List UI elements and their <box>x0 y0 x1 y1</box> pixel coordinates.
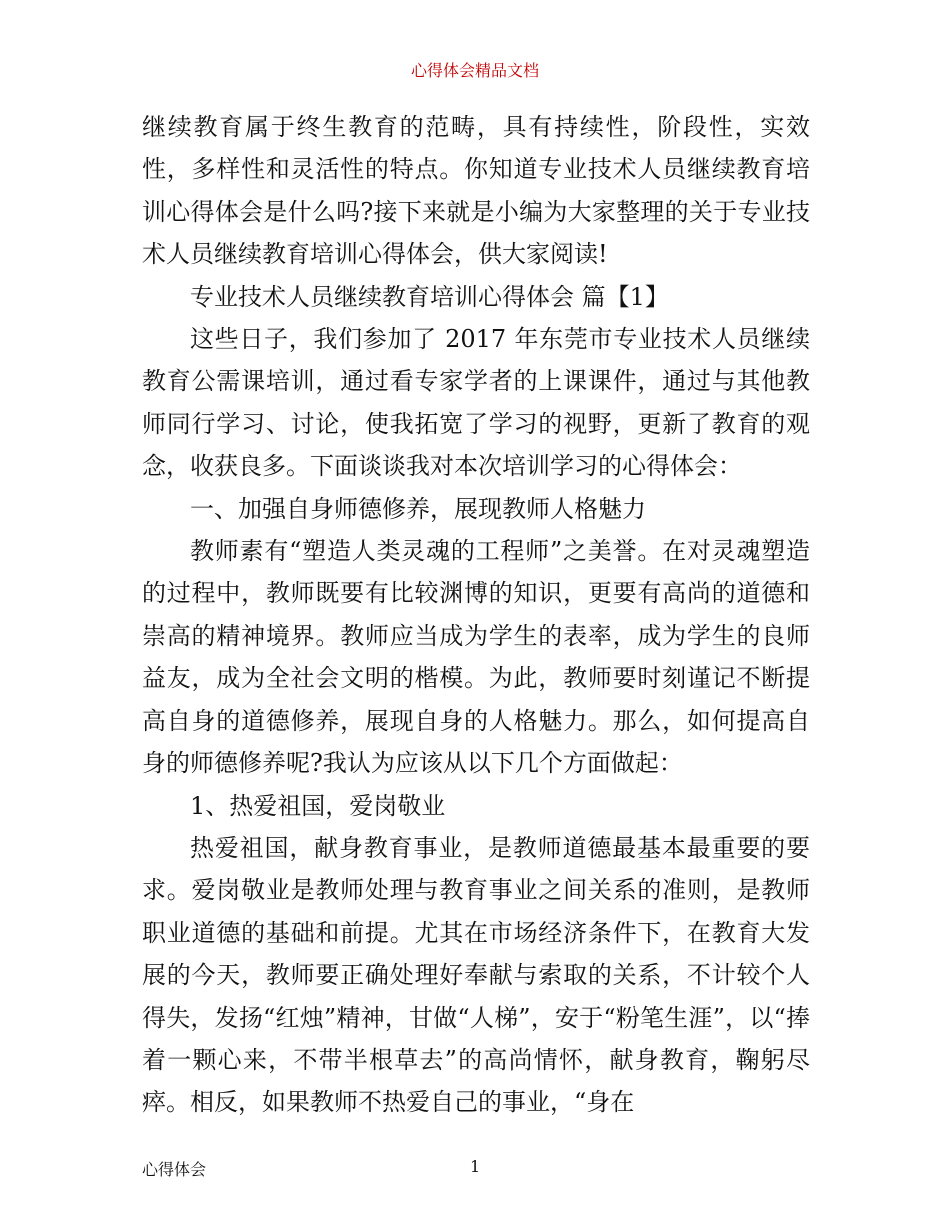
page-header: 心得体会精品文档 <box>410 61 539 80</box>
paragraph: 这些日子，我们参加了 2017 年东莞市专业技术人员继续教育公需课培训，通过看专家学者的上课课件，通过与其他教师同行学习、讨论，使我拓宽了学习的视野，更新了教育的观念，收获良多。下面谈谈我对本次培训学习的心得体会： <box>142 325 810 481</box>
paragraph: 继续教育属于终生教育的范畴，具有持续性，阶段性，实效性，多样性和灵活性的特点。你知道专业技术人员继续教育培训心得体会是什么吗?接下来就是小编为大家整理的关于专业技术人员继续教育培训心得体会，供大家阅读! <box>142 113 810 269</box>
page-number: 1 <box>470 1157 481 1176</box>
paragraph: 热爱祖国，献身教育事业，是教师道德最基本最重要的要求。爱岗敬业是教师处理与教育事业之间关系的准则，是教师职业道德的基础和前提。尤其在市场经济条件下，在教育大发展的今天，教师要正确处理好奉献与索取的关系，不计较个人得失，发扬“红烛”精神，甘做“人梯”，安于“粉笔生涯”，以“捧着一颗心来，不带半根草去”的高尚情怀，献身教育，鞠躬尽瘁。相反，如果教师不热爱自己的事业，“身在 <box>142 833 810 1117</box>
paragraph: 一、加强自身师德修养，展现教师人格魅力 <box>190 494 646 523</box>
document-body <box>142 106 810 1124</box>
paragraph: 教师素有“塑造人类灵魂的工程师”之美誉。在对灵魂塑造的过程中，教师既要有比较渊博的知识，更要有高尚的道德和崇高的精神境界。教师应当成为学生的表率，成为学生的良师益友，成为全社会文明的楷模。为此，教师要时刻谨记不断提高自身的道德修养，展现自身的人格魅力。那么，如何提高自身的师德修养呢?我认为应该从以下几个方面做起： <box>142 537 810 778</box>
paragraph: 1、热爱祖国，爱岗敬业 <box>190 791 446 820</box>
paragraph: 专业技术人员继续教育培训心得体会 篇【1】 <box>190 282 669 311</box>
footer-label: 心得体会 <box>142 1160 207 1179</box>
